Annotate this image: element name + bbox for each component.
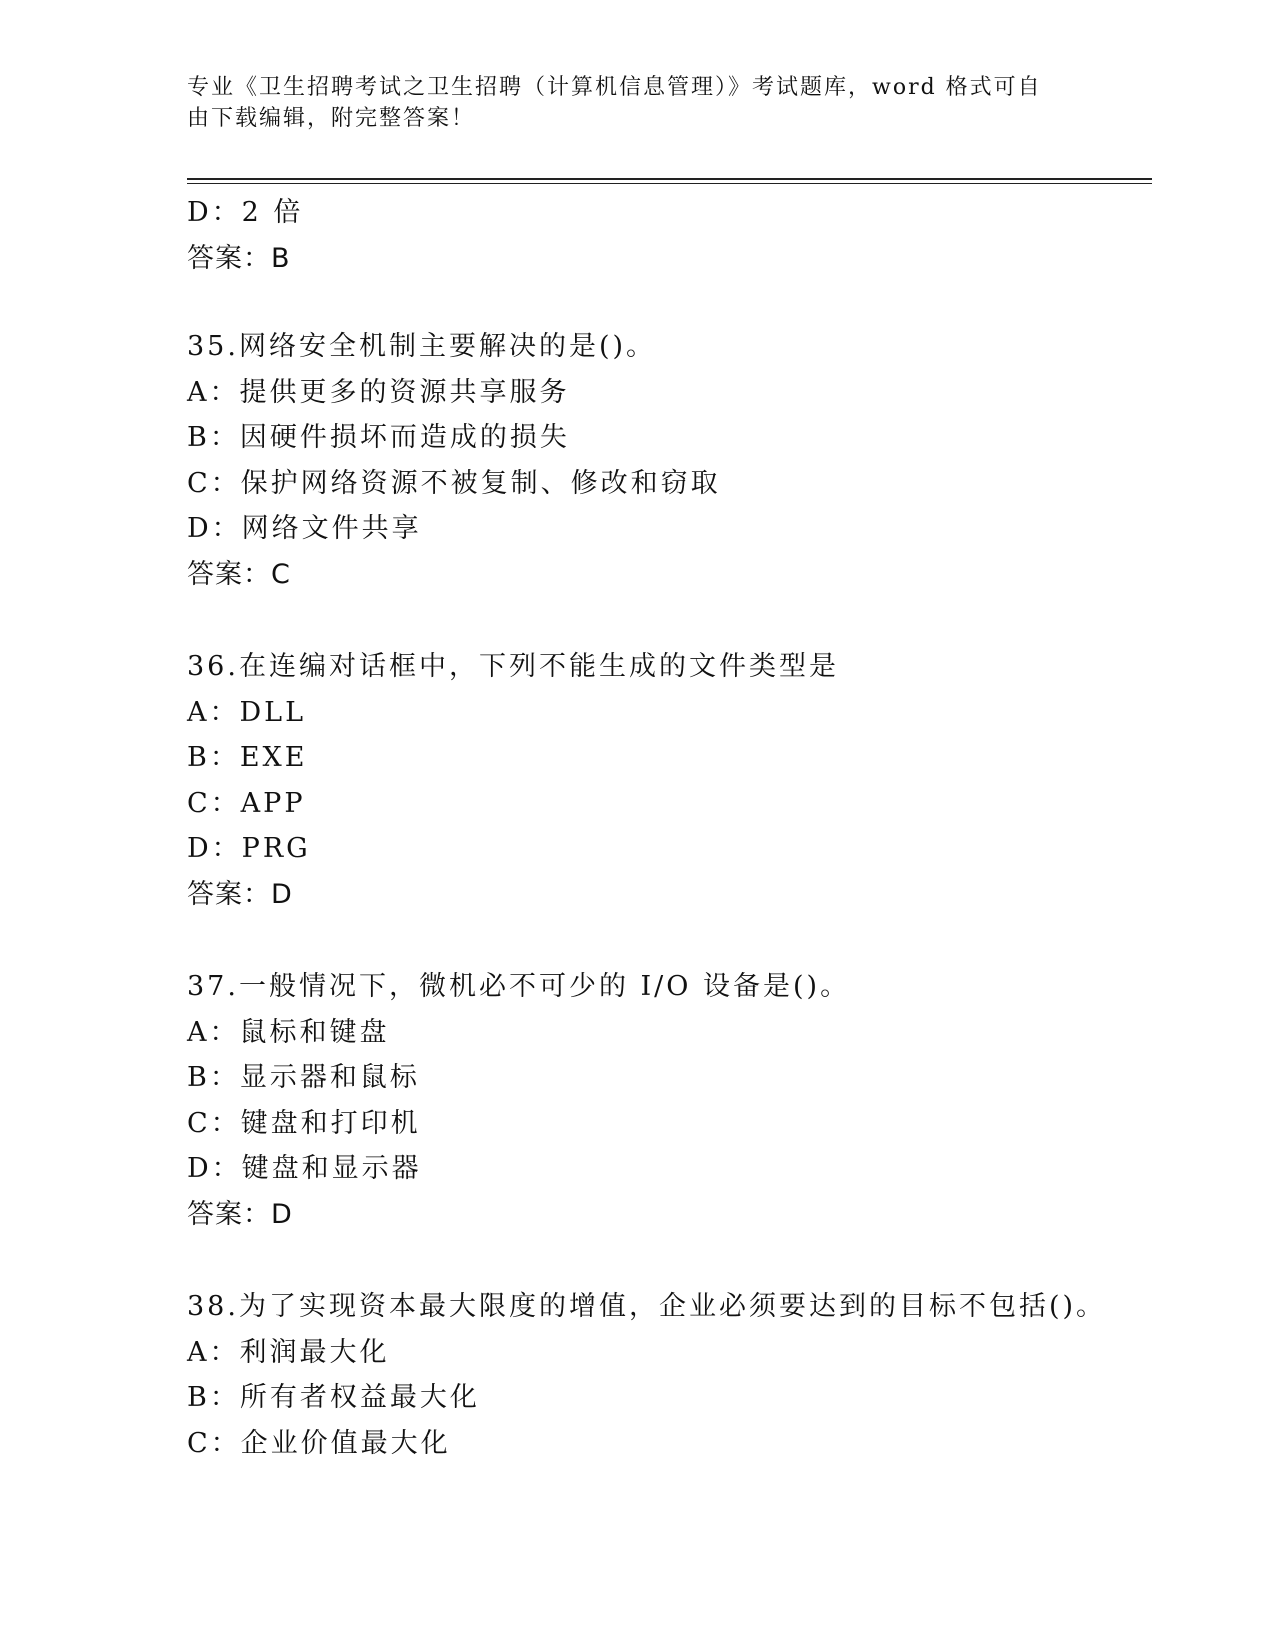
- answer-line: 答案：C: [187, 558, 291, 590]
- answer-line: 答案：D: [187, 878, 293, 910]
- answer-line: 答案：B: [187, 242, 291, 274]
- option-a: A：利润最大化: [187, 1336, 390, 1368]
- header-line-2: 由下载编辑，附完整答案！: [187, 106, 476, 131]
- document-header: [187, 72, 1067, 134]
- option-c: C：企业价值最大化: [187, 1427, 451, 1459]
- option-c: C：APP: [187, 787, 306, 819]
- option-a: A：提供更多的资源共享服务: [187, 376, 570, 408]
- question-block-38: [187, 1284, 1147, 1466]
- option-d: D：键盘和显示器: [187, 1153, 422, 1184]
- option-c: C：保护网络资源不被复制、修改和窃取: [187, 467, 721, 499]
- header-line-1: 专业《卫生招聘考试之卫生招聘（计算机信息管理）》考试题库，word 格式可自: [187, 75, 1042, 100]
- option-b: B：EXE: [187, 742, 308, 773]
- option-b: B：显示器和鼠标: [187, 1062, 420, 1093]
- question-block-37: [187, 964, 1147, 1237]
- option-a: A：鼠标和键盘: [187, 1016, 390, 1048]
- option-c: C：键盘和打印机: [187, 1107, 421, 1139]
- question-stem: 37.一般情况下，微机必不可少的 I/O 设备是()。: [187, 971, 851, 1002]
- option-b: B：因硬件损坏而造成的损失: [187, 422, 570, 453]
- question-block-35: [187, 324, 1147, 597]
- option-d: D：PRG: [187, 833, 311, 864]
- option-a: A：DLL: [187, 696, 307, 728]
- question-stem: 36.在连编对话框中，下列不能生成的文件类型是: [187, 651, 839, 682]
- option-b: B：所有者权益最大化: [187, 1382, 480, 1413]
- header-rule-thin: [187, 183, 1152, 184]
- option-d: D：网络文件共享: [187, 513, 422, 544]
- question-list: [187, 190, 1147, 1466]
- question-stem: 38.为了实现资本最大限度的增值，企业必须要达到的目标不包括()。: [187, 1291, 1107, 1322]
- question-block-36: [187, 644, 1147, 917]
- option-d: D：2 倍: [187, 197, 304, 228]
- header-rule-thick: [187, 178, 1152, 180]
- answer-line: 答案：D: [187, 1198, 293, 1230]
- question-stem: 35.网络安全机制主要解决的是()。: [187, 331, 657, 362]
